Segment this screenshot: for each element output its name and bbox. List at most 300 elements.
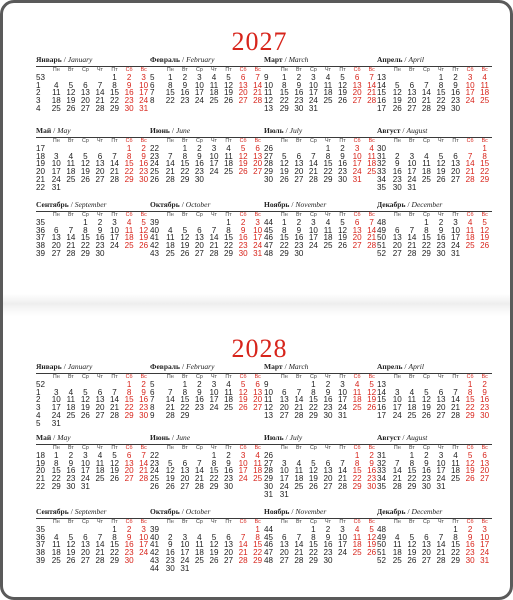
day-number xyxy=(64,526,79,534)
day-number: 30 xyxy=(224,482,234,491)
weekend-day xyxy=(250,483,265,491)
week-number: 25 xyxy=(150,168,160,176)
day-number xyxy=(64,420,79,428)
day-number: 28 xyxy=(209,249,219,258)
weekend-day xyxy=(463,145,478,153)
week-row xyxy=(264,381,379,389)
weekend-day: 5 xyxy=(240,145,246,153)
day-number xyxy=(434,184,449,192)
weekend-day xyxy=(122,483,137,491)
day-number: 7 xyxy=(395,459,400,468)
day-number xyxy=(107,145,122,153)
weekday-label: Пт xyxy=(225,67,232,73)
day-number xyxy=(321,250,336,258)
weekend-day: 20 xyxy=(124,467,134,476)
week-number: 5 xyxy=(36,419,41,428)
day-number: 24 xyxy=(392,411,402,420)
weekday-label: Вс xyxy=(140,519,147,525)
day-number: 12 xyxy=(279,160,289,169)
month-grid xyxy=(150,374,265,420)
day-number: 13 xyxy=(224,541,234,550)
week-row xyxy=(377,460,492,468)
weekend-day: 6 xyxy=(240,74,246,82)
week-number-header xyxy=(264,519,277,526)
day-number: 1 xyxy=(112,74,117,82)
day-number: 6 xyxy=(395,226,400,235)
month-grid xyxy=(150,138,265,184)
day-number: 9 xyxy=(296,81,302,90)
day-number: 29 xyxy=(51,482,61,491)
page-fold xyxy=(3,294,510,316)
weekend-day: 10 xyxy=(253,226,263,235)
week-number: 50 xyxy=(377,541,387,550)
month-block xyxy=(377,55,492,113)
day-number: 15 xyxy=(80,234,90,243)
weekday-label: Пт xyxy=(339,519,346,525)
month-name-ru: Ноябрь xyxy=(264,200,290,209)
day-number: 21 xyxy=(165,404,175,412)
day-number: 21 xyxy=(308,168,318,176)
day-number: 5 xyxy=(340,74,345,82)
week-number: 28 xyxy=(264,467,274,476)
month-grid xyxy=(36,445,151,491)
weekday-label: Пт xyxy=(225,212,232,218)
day-number xyxy=(93,184,108,192)
day-number: 27 xyxy=(294,175,304,184)
weekend-day: 1 xyxy=(255,526,260,534)
day-number: 17 xyxy=(279,475,289,483)
week-row xyxy=(150,381,265,389)
day-number: 10 xyxy=(338,533,348,542)
month-name-ru: Сентябрь xyxy=(36,507,69,516)
day-number: 27 xyxy=(80,104,90,113)
day-number: 15 xyxy=(421,234,431,243)
weekend-day: 20 xyxy=(238,89,248,98)
day-number: 4 xyxy=(325,74,331,82)
day-number: 11 xyxy=(66,160,76,169)
weekend-day: 6 xyxy=(255,381,260,389)
week-row xyxy=(377,467,492,475)
weekday-label: Сб xyxy=(239,374,247,380)
weekend-day: 26 xyxy=(367,404,377,412)
day-number: 8 xyxy=(409,459,415,468)
week-number: 38 xyxy=(36,549,46,557)
week-number: 43 xyxy=(150,249,160,258)
week-number-header xyxy=(377,374,390,381)
weekend-day: 24 xyxy=(139,97,149,105)
weekend-day: 22 xyxy=(465,404,475,412)
month-grid xyxy=(150,67,265,105)
weekday-label: Ср xyxy=(82,212,89,218)
day-number: 18 xyxy=(323,89,333,98)
week-row xyxy=(150,176,265,184)
day-number: 19 xyxy=(436,168,446,176)
week-row xyxy=(377,396,492,404)
month-name-ru: Март xyxy=(264,55,283,64)
day-number: 22 xyxy=(80,242,90,250)
weekend-day: 31 xyxy=(352,175,362,184)
week-number-header xyxy=(264,212,277,219)
day-number: 24 xyxy=(279,482,289,491)
day-number: 26 xyxy=(338,97,348,105)
week-number-header xyxy=(36,138,49,145)
day-number xyxy=(335,452,350,460)
weekend-day: 9 xyxy=(141,152,146,161)
month-grid xyxy=(36,212,151,258)
week-number-header xyxy=(150,212,163,219)
week-row xyxy=(264,97,379,105)
month-name-en: June xyxy=(175,433,191,442)
weekend-day xyxy=(350,412,365,420)
month-grid xyxy=(264,374,379,420)
week-number: 1 xyxy=(36,388,41,397)
weekend-day xyxy=(250,412,265,420)
weekend-day: 22 xyxy=(352,475,362,483)
week-number: 3 xyxy=(36,97,41,105)
day-number: 21 xyxy=(436,549,446,557)
day-number: 17 xyxy=(451,234,461,243)
weekend-day xyxy=(122,420,137,428)
weekend-day: 14 xyxy=(253,81,263,90)
month-name-ru: Сентябрь xyxy=(36,200,69,209)
weekday-label: Пн xyxy=(393,519,401,525)
month-block xyxy=(150,362,265,420)
day-number: 19 xyxy=(308,475,318,483)
week-row xyxy=(36,541,151,549)
weekend-day: 29 xyxy=(352,482,362,491)
weekend-day: 5 xyxy=(369,526,374,534)
weekday-label: Пт xyxy=(111,374,118,380)
weekend-day: 23 xyxy=(124,549,134,557)
day-number xyxy=(306,250,321,258)
weekday-label: Пн xyxy=(280,138,288,144)
day-number: 16 xyxy=(194,160,204,169)
weekday-label: Вс xyxy=(140,67,147,73)
day-number: 30 xyxy=(95,249,105,258)
week-row xyxy=(264,145,379,153)
weekday-label: Чт xyxy=(210,445,217,451)
day-number xyxy=(335,105,350,113)
month-block xyxy=(264,55,379,113)
weekend-day: 5 xyxy=(482,219,487,227)
day-number: 29 xyxy=(279,104,289,113)
weekend-day: 19 xyxy=(367,541,377,550)
day-number: 5 xyxy=(226,74,231,82)
day-number: 2 xyxy=(395,152,400,161)
day-number: 18 xyxy=(51,549,61,557)
week-number: 2 xyxy=(36,396,41,405)
day-number: 8 xyxy=(453,533,458,542)
weekday-label: Вт xyxy=(295,519,302,525)
day-number: 11 xyxy=(407,396,417,405)
week-number: 39 xyxy=(150,219,160,227)
day-number: 12 xyxy=(80,160,90,169)
week-row xyxy=(150,168,265,176)
month-name-en: May xyxy=(57,126,71,135)
weekend-day xyxy=(136,250,151,258)
day-number: 14 xyxy=(451,396,461,405)
weekday-header-row xyxy=(377,138,492,145)
weekday-label: Сб xyxy=(239,519,247,525)
weekend-day: 26 xyxy=(480,242,490,250)
weekday-label: Чт xyxy=(96,212,103,218)
week-row xyxy=(36,396,151,404)
day-number: 11 xyxy=(451,459,460,468)
week-row xyxy=(264,168,379,176)
day-number: 2 xyxy=(68,452,74,460)
weekday-header-row xyxy=(150,519,265,526)
day-number: 7 xyxy=(168,152,173,161)
day-number: 14 xyxy=(407,234,417,243)
weekday-header-row xyxy=(377,445,492,452)
weekend-day: 23 xyxy=(124,97,134,105)
day-number: 29 xyxy=(436,104,446,113)
day-number: 3 xyxy=(340,526,345,534)
weekday-label: Вс xyxy=(140,138,147,144)
week-row xyxy=(36,475,151,483)
week-number: 22 xyxy=(36,482,46,491)
day-number xyxy=(277,145,292,153)
week-row xyxy=(150,250,265,258)
day-number: 7 xyxy=(340,459,345,468)
day-number xyxy=(292,491,307,499)
day-number: 21 xyxy=(194,475,204,483)
weekend-day: 16 xyxy=(124,89,134,98)
weekday-label: Вс xyxy=(254,519,261,525)
day-number: 16 xyxy=(436,234,446,243)
day-number: 17 xyxy=(392,404,402,412)
month-name-ru: Июль xyxy=(264,126,284,135)
day-number: 3 xyxy=(54,388,59,397)
week-number: 52 xyxy=(377,249,387,258)
day-number xyxy=(321,491,336,499)
weekday-label: Сб xyxy=(466,67,474,73)
month-name-separator: / xyxy=(285,433,288,442)
weekend-day: 22 xyxy=(253,549,263,557)
day-number: 5 xyxy=(68,81,74,90)
weekend-day xyxy=(477,184,492,192)
week-row xyxy=(36,97,151,105)
day-number: 10 xyxy=(392,396,402,405)
day-number: 10 xyxy=(209,152,219,161)
day-number: 17 xyxy=(51,404,61,412)
day-number xyxy=(306,452,321,460)
weekend-day: 30 xyxy=(465,556,475,565)
weekday-label: Пт xyxy=(452,445,459,451)
day-number: 10 xyxy=(451,226,461,235)
week-number: 13 xyxy=(377,74,387,82)
week-number: 11 xyxy=(264,396,273,405)
day-number: 8 xyxy=(311,533,316,542)
day-number: 25 xyxy=(51,556,61,565)
day-number: 31 xyxy=(180,564,190,573)
day-number: 3 xyxy=(395,388,400,397)
weekday-label: Чт xyxy=(437,519,444,525)
day-number: 22 xyxy=(308,404,318,412)
week-number: 46 xyxy=(264,234,274,243)
day-number: 1 xyxy=(311,381,316,389)
week-number: 44 xyxy=(150,564,160,573)
day-number: 23 xyxy=(338,168,348,176)
week-number: 47 xyxy=(264,549,274,557)
weekday-label: Ср xyxy=(310,374,317,380)
week-number: 43 xyxy=(150,556,160,565)
weekend-day: 28 xyxy=(367,242,377,250)
weekend-day: 13 xyxy=(124,459,134,468)
weekday-label: Пт xyxy=(111,138,118,144)
day-number: 16 xyxy=(451,89,461,98)
week-row xyxy=(264,176,379,184)
weekday-label: Сб xyxy=(466,374,474,380)
day-number: 29 xyxy=(224,249,234,258)
day-number: 18 xyxy=(407,404,417,412)
month-name-separator: / xyxy=(181,200,184,209)
day-number: 14 xyxy=(294,541,304,550)
month-name-en: June xyxy=(175,126,191,135)
day-number: 30 xyxy=(165,564,175,573)
weekday-label: Сб xyxy=(125,445,133,451)
weekday-label: Пн xyxy=(52,519,60,525)
week-number: 26 xyxy=(264,145,274,153)
month-name-ru: Октябрь xyxy=(150,507,180,516)
weekday-label: Пн xyxy=(52,374,60,380)
day-number: 1 xyxy=(182,381,188,389)
day-number: 3 xyxy=(409,152,415,161)
weekend-day: 12 xyxy=(139,226,149,235)
week-row xyxy=(377,483,492,491)
week-number-header xyxy=(150,138,163,145)
day-number: 25 xyxy=(224,168,234,176)
day-number: 24 xyxy=(110,242,120,250)
day-number: 7 xyxy=(409,226,415,235)
week-number: 11 xyxy=(264,89,273,98)
weekend-day: 19 xyxy=(367,396,377,405)
month-grid xyxy=(377,519,492,565)
day-number xyxy=(390,145,405,153)
day-number: 4 xyxy=(424,152,429,161)
weekend-day: 22 xyxy=(124,168,134,176)
week-number: 13 xyxy=(264,411,274,420)
weekend-day: 21 xyxy=(465,168,475,176)
weekday-label: Вт xyxy=(408,374,415,380)
day-number: 2 xyxy=(197,145,202,153)
day-number: 13 xyxy=(95,160,105,169)
month-grid xyxy=(36,374,151,427)
day-number: 26 xyxy=(338,242,348,250)
day-number: 10 xyxy=(338,388,348,397)
week-number-header xyxy=(377,445,390,452)
day-number: 23 xyxy=(436,242,446,250)
week-number: 32 xyxy=(377,160,387,169)
weekday-label: Сб xyxy=(239,138,247,144)
day-number: 1 xyxy=(409,452,415,460)
day-number: 9 xyxy=(438,226,444,235)
weekday-label: Сб xyxy=(125,374,133,380)
weekday-label: Пт xyxy=(339,138,346,144)
week-number: 31 xyxy=(377,452,387,460)
day-number: 27 xyxy=(279,411,289,420)
week-row xyxy=(377,412,492,420)
day-number: 21 xyxy=(421,97,431,105)
day-number: 18 xyxy=(209,89,219,98)
day-number: 23 xyxy=(165,556,175,565)
weekend-day: 7 xyxy=(369,74,374,82)
weekday-label: Пт xyxy=(452,212,459,218)
weekend-day: 10 xyxy=(465,81,475,90)
weekday-label: Вт xyxy=(67,445,74,451)
week-number: 7 xyxy=(150,396,155,405)
week-row xyxy=(36,534,151,542)
week-number: 12 xyxy=(264,404,274,412)
week-row xyxy=(150,467,265,475)
day-number: 3 xyxy=(83,452,88,460)
weekday-label: Пн xyxy=(166,138,174,144)
week-row xyxy=(377,541,492,549)
weekday-label: Вт xyxy=(67,374,74,380)
weekday-label: Вс xyxy=(254,138,261,144)
weekend-day xyxy=(477,483,492,491)
day-number: 22 xyxy=(407,475,417,483)
day-number: 29 xyxy=(180,411,190,420)
day-number: 5 xyxy=(83,152,88,161)
weekday-header-row xyxy=(264,67,379,74)
week-number: 9 xyxy=(150,411,155,420)
weekend-day xyxy=(477,250,492,258)
weekend-day: 14 xyxy=(139,459,149,468)
day-number: 24 xyxy=(436,475,446,483)
week-number: 48 xyxy=(377,526,387,534)
day-number xyxy=(107,381,122,389)
day-number: 27 xyxy=(407,104,417,113)
day-number: 20 xyxy=(95,168,105,176)
day-number: 7 xyxy=(296,388,302,397)
week-row xyxy=(36,176,151,184)
day-number: 13 xyxy=(51,234,61,243)
day-number: 8 xyxy=(325,152,331,161)
day-number: 4 xyxy=(197,533,202,542)
day-number: 26 xyxy=(180,249,190,258)
weekday-label: Вт xyxy=(408,212,415,218)
weekday-label: Пт xyxy=(225,374,232,380)
day-number: 18 xyxy=(323,234,333,243)
week-row xyxy=(150,526,265,534)
weekday-label: Пт xyxy=(111,67,118,73)
day-number: 6 xyxy=(453,152,458,161)
day-number: 11 xyxy=(224,152,233,161)
day-number xyxy=(163,145,178,153)
weekday-label: Вт xyxy=(181,519,188,525)
weekend-day: 29 xyxy=(480,175,490,184)
weekday-label: Вс xyxy=(368,374,375,380)
month-block xyxy=(36,362,151,427)
day-number xyxy=(107,250,122,258)
week-row xyxy=(377,168,492,176)
month-name-en: August xyxy=(406,433,428,442)
week-number: 23 xyxy=(150,459,160,468)
day-number xyxy=(192,219,207,227)
day-number: 15 xyxy=(308,396,318,405)
week-row xyxy=(264,557,379,565)
day-number: 19 xyxy=(66,97,76,105)
day-number: 10 xyxy=(308,226,318,235)
day-number: 3 xyxy=(182,533,188,542)
weekday-label: Вт xyxy=(181,212,188,218)
day-number: 11 xyxy=(393,541,402,550)
day-number: 4 xyxy=(226,381,231,389)
day-number: 24 xyxy=(451,242,461,250)
month-heading xyxy=(264,200,379,212)
weekend-day: 12 xyxy=(238,388,248,397)
